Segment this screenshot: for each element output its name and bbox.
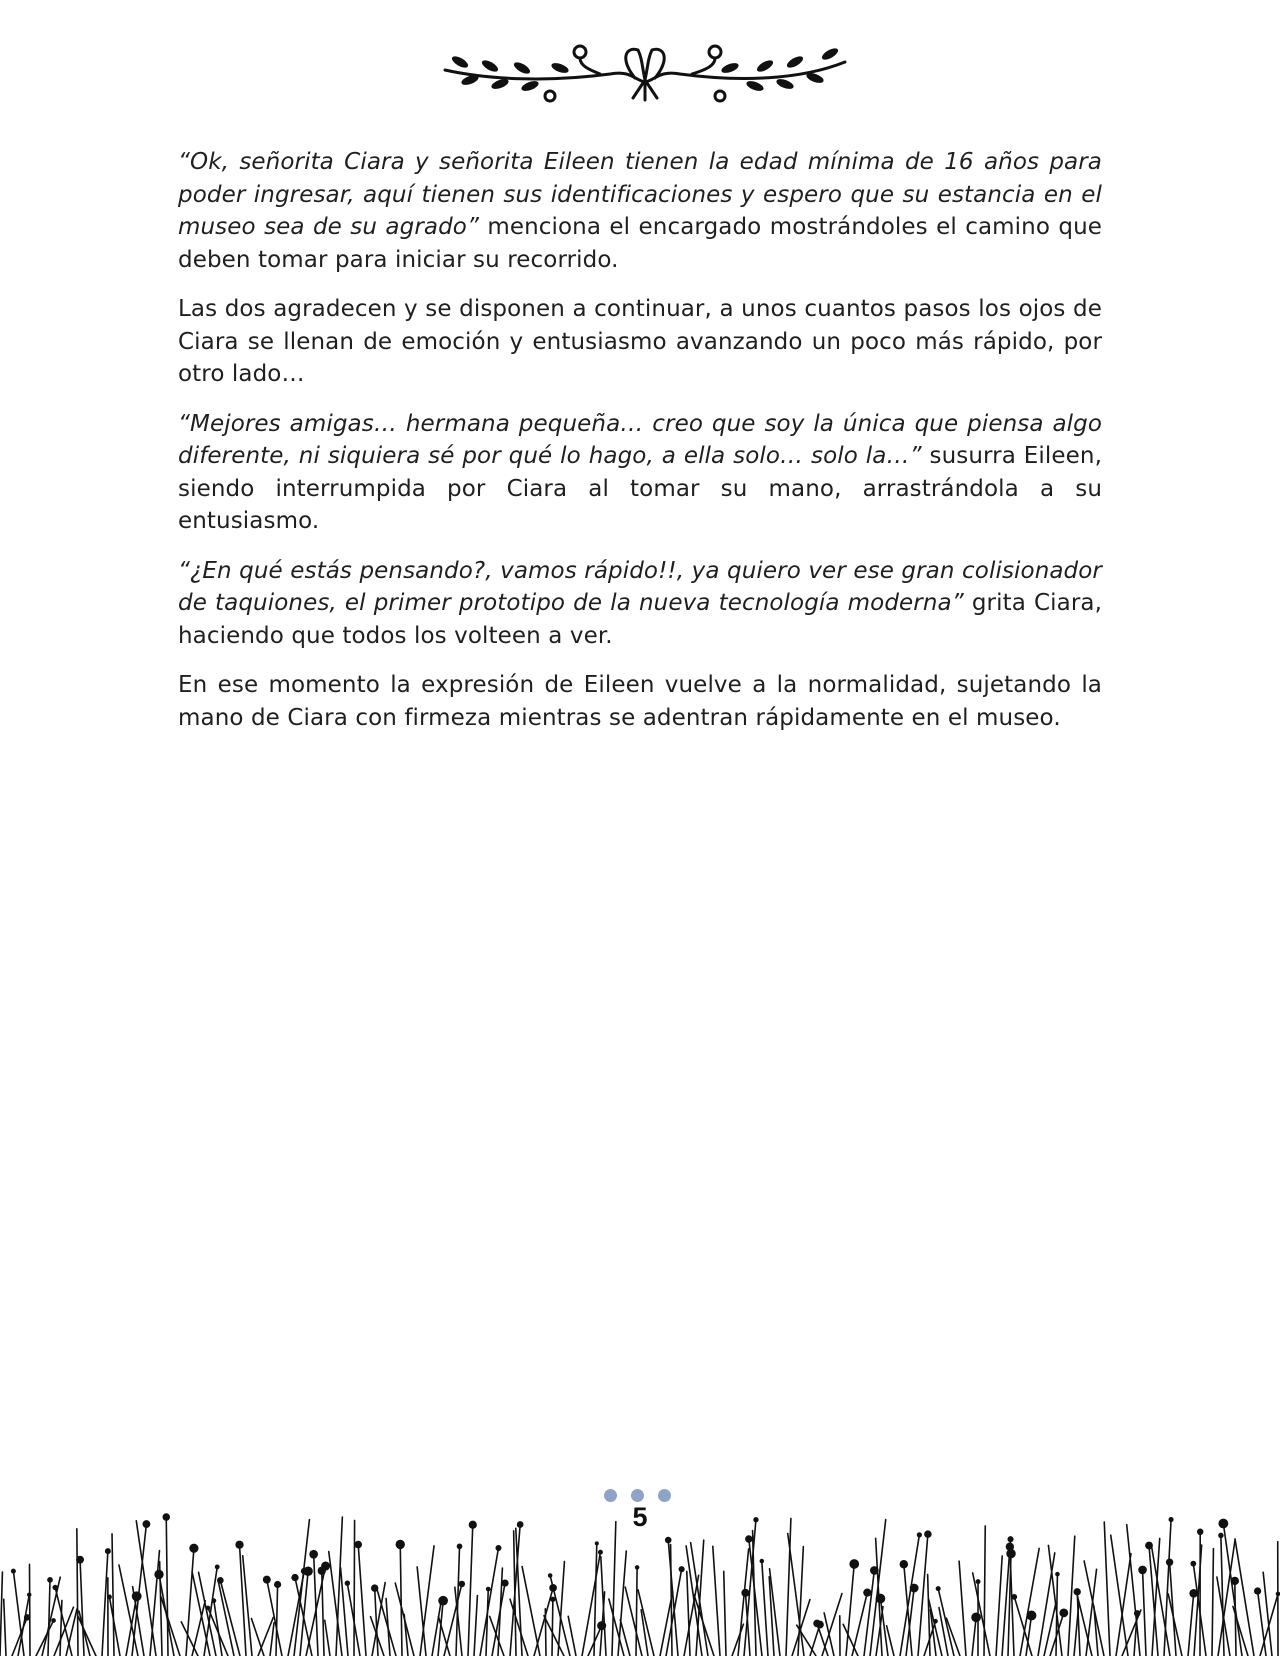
flower-head [1197,1529,1204,1536]
grass-blade [13,1571,24,1656]
grass-blade [1020,1548,1039,1656]
flower-head [47,1577,53,1583]
flower-head [595,1541,599,1545]
grass-blade [582,1552,600,1656]
flower-head [1218,1533,1224,1539]
flower-head [917,1532,922,1537]
flower-head [51,1618,56,1623]
flower-head [486,1587,491,1592]
paragraph-5 [178,669,1102,734]
grass-blade [295,1578,312,1656]
flower-head [1006,1543,1014,1551]
flower-head [354,1541,362,1549]
flower-head [291,1574,298,1581]
grass-blade [1104,1522,1110,1656]
flower-head [217,1577,224,1584]
grass-blade [270,1623,274,1656]
flower-head [274,1581,281,1588]
flower-head [971,1613,981,1623]
narration: grita Ciara, haciendo que todos los volteen a ver. [178,590,1102,649]
flower-head [924,1530,932,1538]
dot-icon [631,1489,644,1502]
flower-head [501,1579,508,1586]
grass-blade [864,1570,874,1656]
grass-blade [109,1597,120,1656]
grass-blade [102,1551,108,1656]
flower-head [105,1548,111,1554]
flower-head [1169,1517,1174,1522]
grass-blade [78,1616,96,1656]
flower-head [849,1559,859,1569]
flower-head [1007,1536,1013,1542]
flower-head [154,1570,163,1579]
grass-blade [48,1580,50,1656]
grass-blade [1127,1525,1140,1656]
flower-head [597,1621,606,1630]
flower-head [469,1521,477,1529]
wildflower-meadow-icon [0,1510,1280,1656]
grass-blade [1170,1562,1176,1656]
grass-blade [161,1597,180,1656]
flower-head [876,1594,886,1604]
flower-head [1145,1542,1153,1550]
flower-head [107,1595,112,1600]
grass-blade [490,1616,504,1656]
floral-vine-ornament-icon [430,40,860,110]
flower-head [1134,1610,1141,1617]
flower-head [760,1559,765,1564]
flower-head [211,1598,216,1603]
grass-blade [354,1520,355,1656]
flower-head [1218,1519,1228,1529]
paragraph-4 [178,555,1102,653]
flower-head [665,1537,672,1544]
grass-blade [972,1617,976,1656]
grass-blade [552,1599,553,1656]
grass-blade [738,1549,749,1656]
flower-head [309,1550,318,1559]
narration: Las dos agradecen y se disponen a continuar, a unos cuantos pasos los ojos de Ciara se llenan de emoción y entusiasmo avanzando un poco más rápido, por otro lado… [178,296,1102,387]
flower-head [548,1573,553,1578]
flower-head [132,1591,142,1601]
flower-head [318,1567,326,1575]
grass-blade [243,1556,252,1656]
flower-head [745,1535,752,1542]
grass-blade [846,1564,854,1656]
dialogue-quote: “Ok, señorita Ciara y señorita Eileen tienen la edad mínima de 16 años para poder ingresar, aquí tienen sus identificaciones y espero que su estancia en el museo sea de su agrado” [178,149,1102,240]
flower-head [495,1545,501,1551]
flower-head [1138,1566,1147,1575]
flower-head [900,1560,909,1569]
flower-head [1231,1577,1239,1585]
flower-head [189,1544,198,1553]
paragraph-3 [178,408,1102,538]
flower-head [459,1581,465,1587]
grass-blade [251,1618,264,1656]
narration: En ese momento la expresión de Eileen vuelve a la normalidad, sujetando la mano de Ciara con firmeza mientras se adentran rápidamente en el museo. [178,672,1102,731]
grass-blade [36,1620,54,1656]
grass-blade [400,1544,402,1656]
flower-head [235,1541,243,1549]
grass-blade [0,1572,2,1656]
grass-blade [612,1522,616,1656]
flower-head [263,1576,271,1584]
flower-head [679,1566,685,1572]
grass-blade [112,1534,114,1656]
grass-blade [762,1561,768,1656]
flower-head [457,1544,463,1550]
grass-blade [713,1546,720,1656]
dialogue-quote: “¿En qué estás pensando?, vamos rápido!!, ya quiero ver ese gran colisionador de taquiones, el primer prototipo de la nueva tecnología moderna” [178,557,1102,616]
flower-head [396,1540,405,1549]
dot-icon [604,1489,617,1502]
flower-head [635,1565,640,1570]
flower-head [1027,1611,1037,1621]
flower-head [162,1513,170,1521]
grass-blade [636,1567,637,1656]
grass-blade [534,1588,553,1656]
grass-blade [1010,1547,1014,1656]
grass-blade [420,1546,434,1656]
flower-head [24,1614,30,1620]
grass-blade [996,1556,1002,1656]
grass-blade [325,1620,330,1656]
flower-head [550,1597,555,1602]
grass-blade [276,1585,278,1656]
flower-head [549,1584,557,1592]
grass-blade [267,1580,282,1656]
grass-blade [1164,1520,1171,1656]
flower-head [1189,1589,1198,1598]
flower-head [1190,1561,1196,1567]
grass-blade [545,1609,546,1656]
grass-blade [1212,1549,1213,1656]
flower-head [1074,1588,1081,1595]
grass-blade [1235,1539,1254,1656]
flower-head [76,1556,84,1564]
grass-blade [522,1567,540,1656]
flower-head [813,1620,821,1628]
story-text [178,146,1102,751]
grass-blade [66,1609,77,1656]
grass-blade [797,1625,816,1656]
grass-blade [77,1529,78,1656]
flower-head [1055,1572,1060,1577]
page-number: 5 [632,1502,648,1532]
narration: susurra Eileen, siendo interrumpida por Ciara al tomar su mano, arrastrándola a su entusiasmo. [178,443,1102,534]
grass-blade [984,1526,985,1656]
flower-head [910,1584,919,1593]
grass-blade [166,1517,168,1656]
flower-head [936,1586,941,1591]
flower-head [753,1517,758,1522]
grass-blade [29,1564,30,1656]
grass-blade [687,1571,690,1656]
flower-head [933,1619,938,1624]
flower-head [371,1584,378,1591]
grass-blade [395,1583,414,1656]
flower-head [52,1585,57,1590]
grass-blade [486,1589,488,1656]
paragraph-2 [178,293,1102,391]
grass-blade [1143,1570,1146,1656]
paragraph-1 [178,146,1102,276]
grass-blade [4,1599,6,1656]
flower-head [345,1581,350,1586]
flower-head [870,1566,879,1575]
flower-head [438,1596,448,1606]
grass-blade [568,1616,576,1656]
grass-blade [358,1545,366,1656]
grass-blade [322,1571,324,1656]
grass-blade [724,1571,726,1656]
flower-head [598,1550,603,1555]
flower-head [1059,1608,1068,1617]
grass-blade [42,1577,60,1656]
grass-blade [1038,1553,1055,1656]
grass-blade [468,1525,473,1656]
flower-head [976,1579,981,1584]
grass-blade [80,1560,84,1656]
grass-blade [1188,1593,1194,1656]
flower-head [741,1589,749,1597]
flower-head [863,1588,871,1596]
flower-head [142,1520,150,1528]
grass-blade [1258,1591,1266,1656]
grass-blade [959,1561,966,1656]
flower-head [11,1569,16,1574]
flower-head [206,1606,211,1611]
flower-head [1254,1587,1261,1594]
flower-head [1276,1592,1280,1597]
flower-head [27,1592,31,1596]
flower-head [215,1564,220,1569]
flower-head [517,1521,524,1528]
flower-head [303,1567,312,1576]
flower-head [1011,1594,1017,1600]
grass-blade [514,1531,516,1656]
grass-blade [918,1534,928,1656]
narration: menciona el encargado mostrándoles el camino que deben tomar para iniciar su recorrido. [178,214,1102,273]
grass-blade [474,1596,477,1656]
grass-blade [1068,1536,1075,1656]
dot-icon [658,1489,671,1502]
dialogue-quote: “Mejores amigas… hermana pequeña… creo que soy la única que piensa algo diferente, ni siquiera sé por qué lo hago, a ella solo… solo la…” [178,410,1102,469]
flower-head [1166,1559,1173,1566]
grass-blade [150,1551,159,1656]
